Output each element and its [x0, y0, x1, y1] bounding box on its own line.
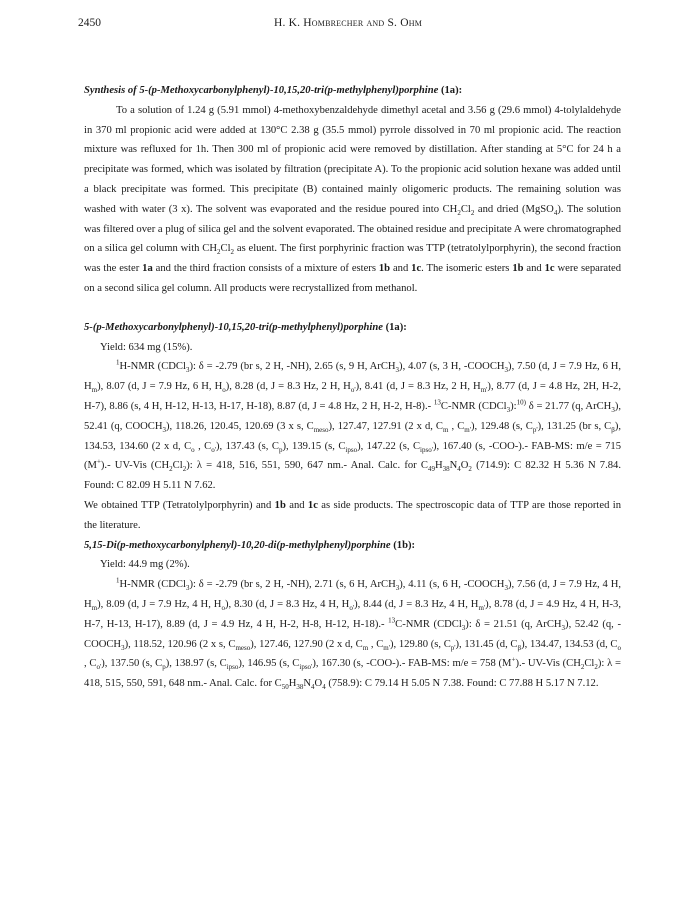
heading-text: 5,15-Di(p-methoxycarbonylphenyl)-10,20-di(p-methylphenyl)porphine — [84, 539, 391, 551]
section-gap — [84, 299, 621, 318]
article-body — [84, 81, 621, 694]
running-title: H. K. Hombrecher and S. Ohm — [273, 17, 423, 29]
yield-1a: Yield: 634 mg (15%). — [100, 341, 193, 353]
compound-label: (1b): — [393, 539, 416, 551]
synthesis-paragraph: To a solution of 1.24 g (5.91 mmol) 4-methoxybenzaldehyde dimethyl acetal and 3.56 g (29.6 mmol) 4-tolylaldehyde in 370 ml propionic acid were added at 130°C 2.38 g (35.5 mmol) pyrrole dissolved in 70 ml propionic acid. The reaction mixture was refluxed for 1h. Then 300 ml of propionic acid were removed by distillation. After standing at 5°C for 24 h a precipitate was formed, which was isolated by filtration (precipitate A). To the propionic acid solution hexane was added until a black precipitate was formed. This precipitate (B) contained mainly oligomeric products. The remaining solution was washed with water (3 x). The solvent was evaporated and the residue poured into $CH_2Cl_2$ and dried (MgSO$_4$). The solution was filtered over a plug of silica gel and the solvent evaporated. The obtained residue and precipitate A were chromatographed on a silica gel column with $CH_2Cl_2$ as eluent. The first porphyrinic fraction was TTP (tetratolylporphyrin), the second fraction was the ester 1a and the third fraction consists of a mixture of esters 1b and 1c. The isomeric esters 1b and 1c were separated on a second silica gel column. All products were recrystallized from methanol. — [84, 104, 622, 294]
compound-label: (1a): — [385, 321, 407, 333]
spectral-data-1b: $^1$H-NMR (CDCl$_3$): δ = -2.79 (br s, 2 H, -NH), 2.71 (s, 6 H, ArCH$_3$), 4.11 (s, 6 H, $-COOCH_3$), 7.56 (d, J = 7.9 Hz, 4 H, $H_m$), 8.09 (d, J = 7.9 Hz, 4 H, $H_o$), 8.30 (d, J = 8.3 Hz, 4 H, $H_{o'}$), 8.44 (d, J = 8.3 Hz, 4 H, $H_{m'}$), 8.78 (d, J = 4.9 Hz, 4 H, H-3, H-7, H-13, H-17), 8.89 (d, J = 4.9 Hz, 4 H, H-2, H-8, H-12, H-18).- $^{13}$C-NMR (CDCl$_3$): δ = 21.51 (q, ArCH$_3$), 52.42 (q, $-COOCH_3$), 118.52, 120.96 (2 x s, $C_{meso}$), 127.46, 127.90 (2 x d, $C_m$ , $C_{m'}$), 129.80 (s, $C_{p'}$), 131.45 (d, $C_\beta$), 134.47, 134.53 (d, $C_o$ , $C_{o'}$), 137.50 (s, $C_p$), 138.97 (s, $C_{ipso}$), 146.95 (s, $C_{ipso'}$), 167.30 (s, -COO-).- FAB-MS: m/e = 758 (M+).- UV-Vis $(CH_2Cl_2)$: λ = 418, 515, 550, 591, 648 nm.- Anal. Calc. for $C_{50}H_{38}N_4O_4$ (758.9): C 79.14 H 5.05 N 7.38. Found: C 77.88 H 5.17 N 7.12. — [84, 576, 622, 692]
page-header — [78, 17, 618, 33]
heading-text: Synthesis of 5-(p-Methoxycarbonylphenyl)-10,15,20-tri(p-methylphenyl)porphine — [84, 85, 439, 96]
yield-1b: Yield: 44.9 mg (2%). — [100, 559, 190, 571]
section-heading-1a — [84, 318, 621, 338]
section-heading-synthesis — [84, 81, 621, 101]
compound-label: (1a): — [440, 85, 463, 96]
section-heading-1b — [84, 536, 621, 556]
heading-text: 5-(p-Methoxycarbonylphenyl)-10,15,20-tri(p-methylphenyl)porphine — [84, 321, 383, 333]
spectral-data-1a: $^1$H-NMR (CDCl$_3$): δ = -2.79 (br s, 2 H, -NH), 2.65 (s, 9 H, ArCH$_3$), 4.07 (s, 3 H, $-COOCH_3$), 7.50 (d, J = 7.9 Hz, 6 H, $H_m$), 8.07 (d, J = 7.9 Hz, 6 H, $H_o$), 8.28 (d, J = 8.3 Hz, 2 H, $H_{o'}$), 8.41 (d, J = 8.3 Hz, 2 H, $H_{m'}$), 8.77 (d, J = 4.8 Hz, 2H, H-2, H-7), 8.86 (s, 4 H, H-12, H-13, H-17, H-18), 8.87 (d, J = 4.8 Hz, 2 H, H-2, H-8).- $^{13}$C-NMR (CDCl$_3$):$^{10)}$ δ = 21.77 (q, ArCH$_3$), 52.41 (q, $COOCH_3$), 118.26, 120.45, 120.69 (3 x s, $C_{meso}$), 127.47, 127.91 (2 x d, $C_m$ , $C_{m'}$), 129.48 (s, $C_{p'}$), 131.25 (br s, $C_\beta$), 134.53, 134.60 (2 x d, $C_o$ , $C_{o'}$), 137.43 (s, $C_p$), 139.15 (s, $C_{ipso}$), 147.22 (s, $C_{ipso'}$), 167.40 (s, -COO-).- FAB-MS: m/e = 715 (M+).- UV-Vis $(CH_2Cl_2)$: λ = 418, 516, 551, 590, 647 nm.- Anal. Calc. for $C_{49}H_{38}N_4O_2$ (714.9): C 82.32 H 5.36 N 7.84. Found: C 82.09 H 5.11 N 7.62. — [84, 358, 622, 492]
side-products-note: We obtained TTP (Tetratolylporphyrin) and 1b and 1c as side products. The spectroscopic data of TTP are those reported in the literature. — [84, 499, 621, 531]
page-number: 2450 — [78, 17, 101, 29]
